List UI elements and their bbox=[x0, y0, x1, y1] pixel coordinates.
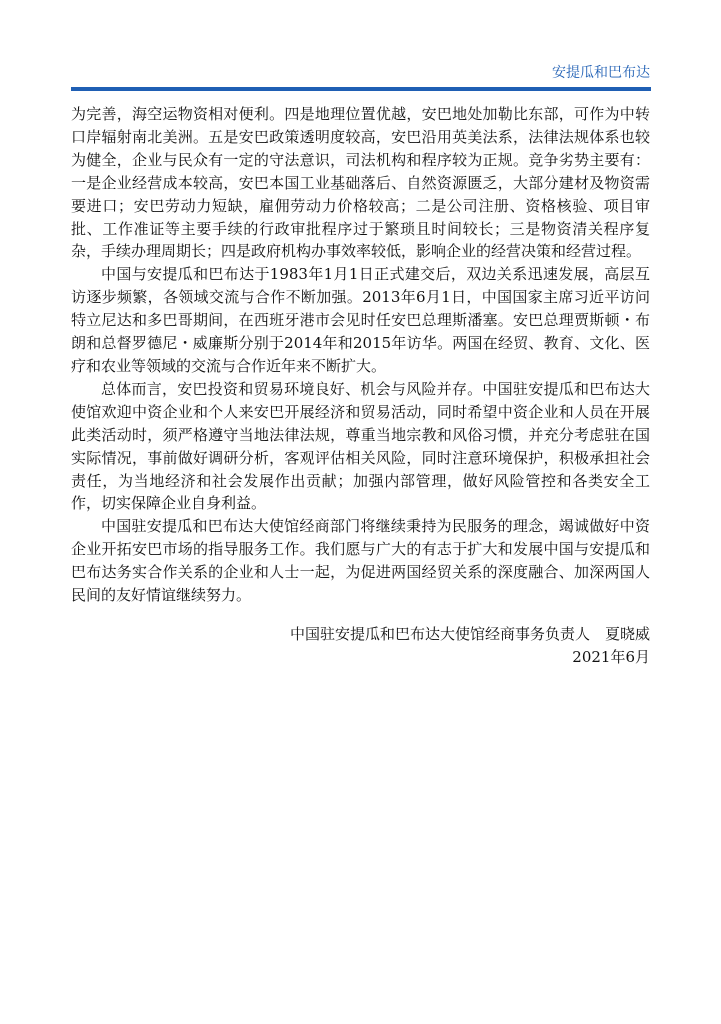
header-rule bbox=[71, 87, 651, 91]
body-text bbox=[71, 103, 650, 669]
paragraph-summary: 总体而言，安巴投资和贸易环境良好、机会与风险并存。中国驻安提瓜和巴布达大使馆欢迎中资企业和个人来安巴开展经济和贸易活动，同时希望中资企业和人员在开展此类活动时，须严格遵守当地法律法规，尊重当地宗教和风俗习惯，并充分考虑驻在国实际情况，事前做好调研分析，客观评估相关风险，同时注意环境保护，积极承担社会责任，为当地经济和社会发展作出贡献；加强内部管理，做好风险管控和各类安全工作，切实保障企业自身利益。 bbox=[71, 379, 650, 513]
signature-block bbox=[71, 623, 650, 669]
paragraph-commitment: 中国驻安提瓜和巴布达大使馆经商部门将继续秉持为民服务的理念，竭诚做好中资企业开拓安巴市场的指导服务工作。我们愿与广大的有志于扩大和发展中国与安提瓜和巴布达务实合作关系的企业和人士一起，为促进两国经贸关系的深度融合、加深两国人民间的友好情谊继续努力。 bbox=[71, 517, 650, 605]
signature-date: 2021年6月 bbox=[572, 647, 650, 666]
signature-author: 中国驻安提瓜和巴布达大使馆经商事务负责人 夏晓威 bbox=[289, 624, 650, 643]
paragraph-continued: 为完善，海空运物资相对便利。四是地理位置优越，安巴地处加勒比东部，可作为中转口岸辐射南北美洲。五是安巴政策透明度较高，安巴沿用英美法系，法律法规体系也较为健全，企业与民众有一定的守法意识，司法机构和程序较为正规。竞争劣势主要有：一是企业经营成本较高，安巴本国工业基础落后、自然资源匮乏，大部分建材及物资需要进口；安巴劳动力短缺，雇佣劳动力价格较高；二是公司注册、资格核验、项目审批、工作准证等主要手续的行政审批程序过于繁琐且时间较长；三是物资清关程序复杂，手续办理周期长；四是政府机构办事效率较低，影响企业的经营决策和经营过程。 bbox=[71, 105, 650, 261]
running-header: 安提瓜和巴布达 bbox=[552, 65, 650, 81]
paragraph-bilateral-relations: 中国与安提瓜和巴布达于1983年1月1日正式建交后，双边关系迅速发展，高层互访逐步频繁，各领域交流与合作不断加强。2013年6月1日，中国国家主席习近平访问特立尼达和多巴哥期间，在西班牙港市会见时任安巴总理斯潘塞。安巴总理贾斯顿・布朗和总督罗德尼・威廉斯分别于2014年和2015年访华。两国在经贸、教育、文化、医疗和农业等领域的交流与合作近年来不断扩大。 bbox=[71, 265, 650, 375]
